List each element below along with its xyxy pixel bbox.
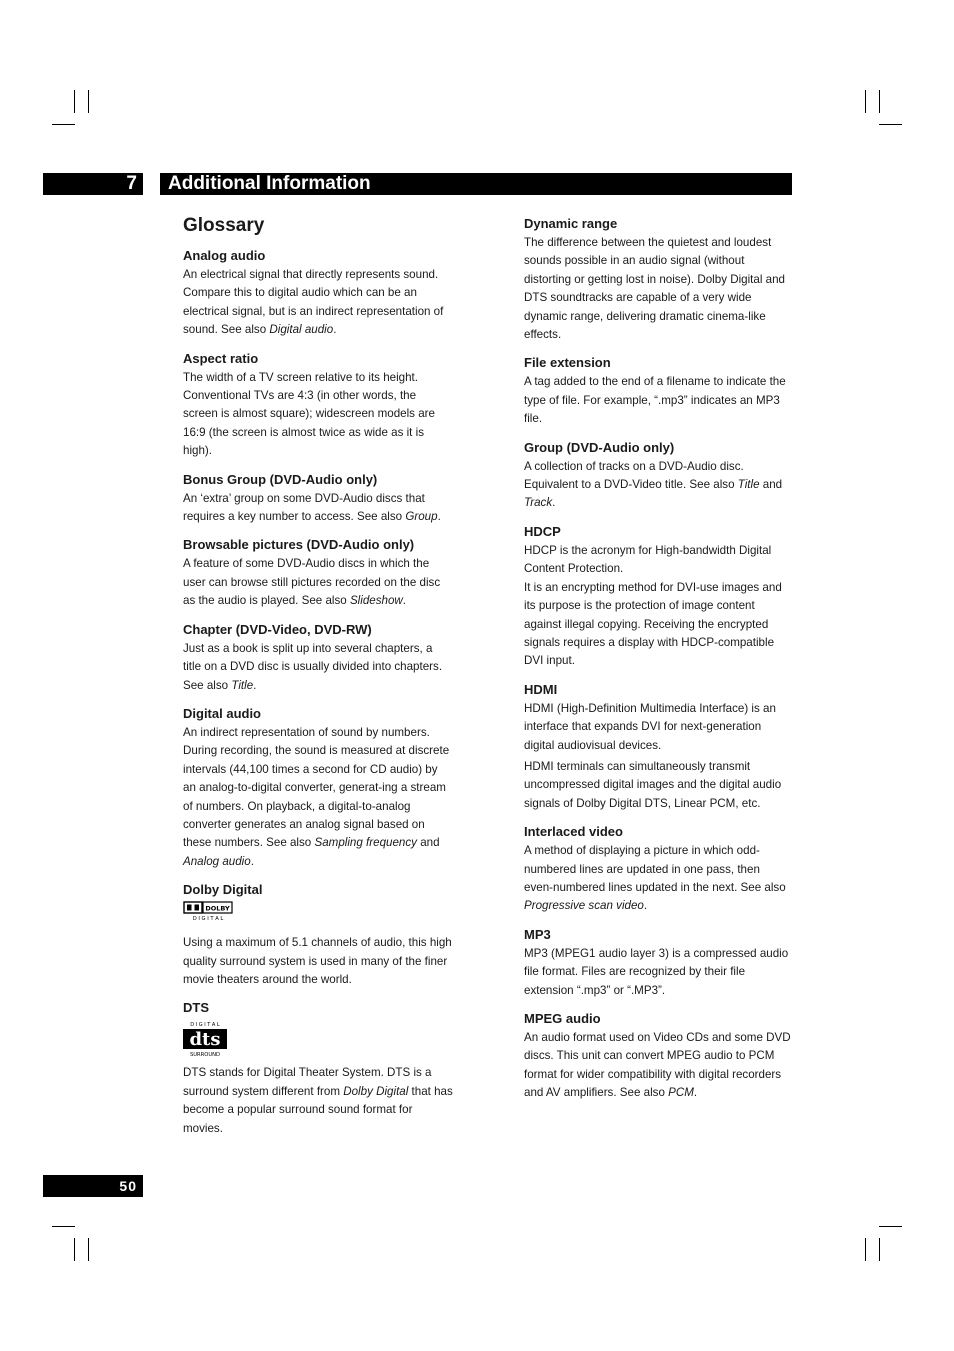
glossary-definition: An indirect representation of sound by numbers. During recording, the sound is measured at discrete intervals (44,100 times a second for CD audio) by an analog-to-digital converter, generat-ing a stream of numbers. On playback, a digital-to-analog converter generates an analog signal based on these numbers. See also Sampling frequency and Analog audio. bbox=[183, 725, 450, 868]
glossary-entry bbox=[524, 215, 792, 344]
glossary-entry bbox=[183, 999, 453, 1138]
svg-text:dts: dts bbox=[189, 1029, 221, 1051]
cross-reference: Analog audio bbox=[183, 854, 251, 868]
svg-text:DOLBY: DOLBY bbox=[205, 904, 230, 913]
dts-digital-surround-logo bbox=[183, 1021, 453, 1062]
glossary-definition: Using a maximum of 5.1 channels of audio, this high quality surround system is used in many of the finer movie theaters around the world. bbox=[183, 936, 452, 986]
glossary-entry bbox=[524, 439, 792, 513]
glossary-definition: A method of displaying a picture in which odd-numbered lines are updated in one pass, then even-numbered lines updated in the next. See also Progressive scan video. bbox=[524, 844, 786, 913]
glossary-definition: A collection of tracks on a DVD-Audio disc. Equivalent to a DVD-Video title. See also Title and Track. bbox=[524, 459, 783, 510]
glossary-term: DTS bbox=[183, 1000, 209, 1016]
glossary-entry bbox=[524, 681, 792, 813]
glossary-entry bbox=[524, 926, 792, 1000]
glossary-definition: It is an encrypting method for DVI-use images and its purpose is the protection of image content against illegal copying. Receiving the encrypted signals requires a display with HDCP-compatible DVI input. bbox=[524, 580, 782, 668]
cross-reference: Group bbox=[405, 510, 438, 524]
glossary-term: Group (DVD-Audio only) bbox=[524, 439, 675, 455]
glossary-term: File extension bbox=[524, 355, 611, 371]
glossary-entry bbox=[183, 881, 453, 989]
glossary-definition: MP3 (MPEG1 audio layer 3) is a compressed audio file format. Files are recognized by their file extension “.mp3” or “.MP3”. bbox=[524, 946, 789, 997]
svg-text:D I G I T A L: D I G I T A L bbox=[192, 916, 224, 922]
cross-reference: Title bbox=[737, 478, 760, 492]
glossary-definition: An audio format used on Video CDs and some DVD discs. This unit can convert MPEG audio to PCM format for wider compatibility with digital recorders and AV amplifiers. See also PCM. bbox=[524, 1031, 791, 1100]
glossary-entry bbox=[183, 705, 453, 871]
glossary-term: MP3 bbox=[524, 926, 551, 942]
glossary-term: Browsable pictures (DVD-Audio only) bbox=[183, 537, 415, 553]
glossary-term: Interlaced video bbox=[524, 824, 623, 840]
glossary-term: Digital audio bbox=[183, 705, 261, 721]
chapter-title: Additional Information bbox=[160, 173, 792, 195]
cross-reference: Title bbox=[231, 678, 254, 692]
glossary-definition: HDCP is the acronym for High-bandwidth Digital Content Protection. bbox=[524, 543, 772, 576]
glossary-entry bbox=[524, 823, 792, 916]
dolby-digital-logo bbox=[183, 901, 453, 926]
glossary-definition: A tag added to the end of a filename to indicate the type of file. For example, “.mp3” indicates an MP3 file. bbox=[524, 375, 786, 426]
glossary-entry bbox=[183, 350, 453, 461]
glossary-term: Dolby Digital bbox=[183, 882, 263, 898]
glossary-definition: The width of a TV screen relative to its height. Conventional TVs are 4:3 (in other words, the screen is almost square); widescreen models are 16:9 (the screen is almost twice as wide as it is high). bbox=[183, 370, 435, 458]
cross-reference: PCM bbox=[668, 1086, 694, 1100]
page-title: Glossary bbox=[183, 215, 265, 236]
glossary-definition: An ‘extra’ group on some DVD-Audio discs that requires a key number to access. See also Group. bbox=[183, 491, 441, 524]
cross-reference: Track bbox=[524, 496, 553, 510]
glossary-entry bbox=[524, 523, 792, 671]
glossary-term: HDMI bbox=[524, 681, 558, 697]
glossary-definition: An electrical signal that directly represents sound. Compare this to digital audio which can be an electrical signal, but is an indirect representation of sound. See also Digital audio. bbox=[183, 268, 444, 337]
svg-text:SURROUND: SURROUND bbox=[189, 1052, 221, 1058]
glossary-term: Aspect ratio bbox=[183, 350, 259, 366]
glossary-term: Dynamic range bbox=[524, 216, 618, 231]
chapter-number: 7 bbox=[43, 173, 143, 195]
cross-reference: Slideshow bbox=[349, 594, 403, 608]
glossary-definition: The difference between the quietest and loudest sounds possible in an audio signal (without distorting or getting lost in noise). Dolby Digital and DTS soundtracks are capable of a very wide dynamic range, delivering dramatic cinema-like effects. bbox=[524, 236, 785, 342]
glossary-term: Bonus Group (DVD-Audio only) bbox=[183, 471, 378, 487]
glossary-term: Chapter (DVD-Video, DVD-RW) bbox=[183, 621, 372, 637]
glossary-entry bbox=[524, 1010, 792, 1103]
glossary-entry bbox=[183, 621, 453, 695]
right-column bbox=[524, 215, 792, 1113]
glossary-entry bbox=[183, 471, 453, 527]
chapter-header bbox=[43, 173, 792, 195]
cross-reference: Sampling frequency bbox=[314, 836, 417, 850]
glossary-term: MPEG audio bbox=[524, 1011, 601, 1026]
cross-reference: Dolby Digital bbox=[343, 1084, 409, 1098]
glossary-definition: DTS stands for Digital Theater System. DTS is a surround system different from Dolby Digital that has become a popular surround sound format for movies. bbox=[183, 1066, 453, 1135]
glossary-term: Analog audio bbox=[183, 248, 266, 263]
glossary-definition: A feature of some DVD-Audio discs in which the user can browse still pictures recorded on the disc as the audio is played. See also Slideshow. bbox=[183, 557, 441, 608]
cross-reference: Progressive scan video bbox=[524, 899, 644, 913]
left-column bbox=[183, 213, 453, 1148]
glossary-definition: HDMI (High-Definition Multimedia Interface) is an interface that expands DVI for next-generation digital audiovisual devices. bbox=[524, 701, 776, 752]
glossary-entry bbox=[183, 536, 453, 610]
glossary-term: HDCP bbox=[524, 523, 561, 539]
page-number: 50 bbox=[43, 1175, 143, 1197]
svg-text:D I G I T A L: D I G I T A L bbox=[190, 1022, 220, 1029]
glossary-definition: Just as a book is split up into several chapters, a title on a DVD disc is usually divided into chapters. See also Title. bbox=[183, 641, 443, 692]
glossary-entry bbox=[524, 354, 792, 428]
glossary-definition: HDMI terminals can simultaneously transmit uncompressed digital images and the digital audio signals of Dolby Digital DTS, Linear PCM, etc. bbox=[524, 759, 782, 810]
glossary-entry bbox=[183, 247, 453, 340]
cross-reference: Digital audio bbox=[269, 323, 334, 337]
